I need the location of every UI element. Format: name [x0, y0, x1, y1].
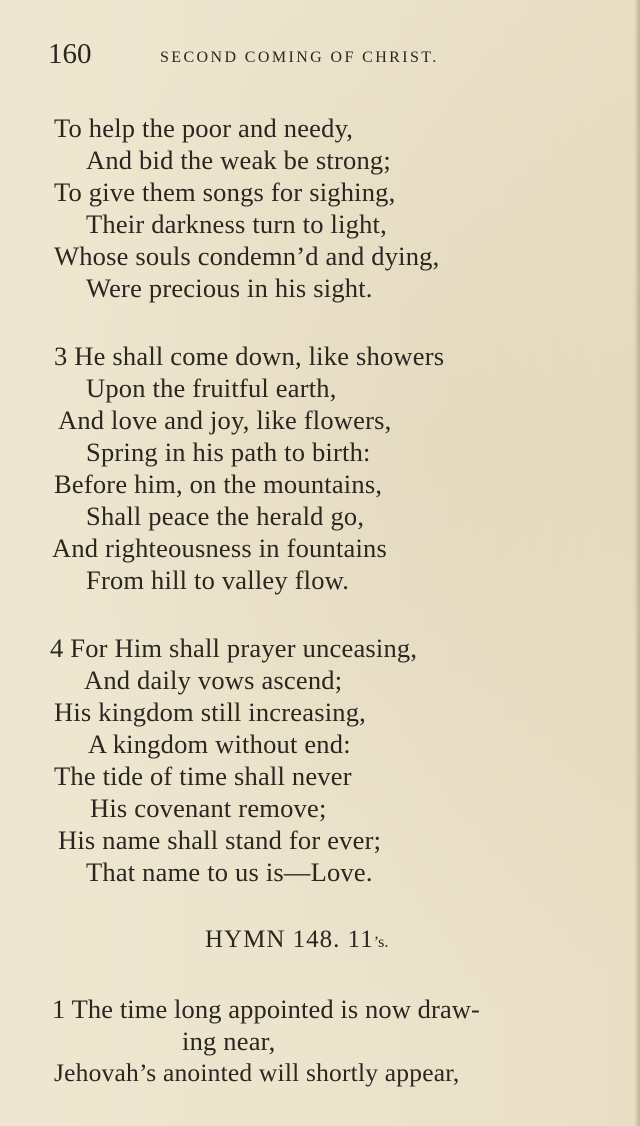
verse-line: Spring in his path to birth: — [86, 437, 371, 467]
verse-line: ing near, — [182, 1026, 276, 1056]
verse-line: His name shall stand for ever; — [58, 825, 382, 855]
verse-line: 3 He shall come down, like showers — [54, 341, 445, 371]
verse-line: That name to us is—Love. — [86, 857, 373, 887]
verse-line: To help the poor and needy, — [54, 113, 354, 143]
verse-line: And love and joy, like flowers, — [58, 405, 392, 435]
verse-line: His covenant remove; — [90, 793, 327, 823]
verse-line: And daily vows ascend; — [84, 665, 343, 695]
running-head: SECOND COMING OF CHRIST. — [160, 49, 439, 66]
verse-line: And righteousness in fountains — [52, 533, 388, 563]
verse-line: His kingdom still increasing, — [54, 697, 366, 727]
verse-line: A kingdom without end: — [88, 729, 351, 759]
verse-line: To give them songs for sighing, — [54, 177, 396, 207]
verse-line: Whose souls condemn’d and dying, — [54, 241, 440, 271]
verse-line: Before him, on the mountains, — [54, 469, 383, 499]
verse-line: Were precious in his sight. — [86, 273, 373, 303]
verse-line: 4 For Him shall prayer unceasing, — [50, 633, 418, 663]
verse-line: Shall peace the herald go, — [86, 501, 365, 531]
verse-line: From hill to valley flow. — [86, 565, 350, 595]
verse-line: Upon the fruitful earth, — [86, 373, 337, 403]
page-number: 160 — [48, 38, 92, 70]
verse-line: The tide of time shall never — [54, 761, 352, 791]
hymn-title — [205, 926, 388, 954]
page-edge-shadow — [634, 0, 640, 1126]
verse-line: Jehovah’s anointed will shortly appear, — [54, 1058, 460, 1087]
hymn-title-text: HYMN 148. 11 — [205, 926, 374, 953]
verse-line: And bid the weak be strong; — [86, 145, 391, 175]
verse-line: Their darkness turn to light, — [86, 209, 387, 239]
hymn-meter-suffix: ’s. — [373, 934, 389, 951]
verse-line: 1 The time long appointed is now draw- — [52, 994, 480, 1024]
page-header — [48, 38, 608, 78]
